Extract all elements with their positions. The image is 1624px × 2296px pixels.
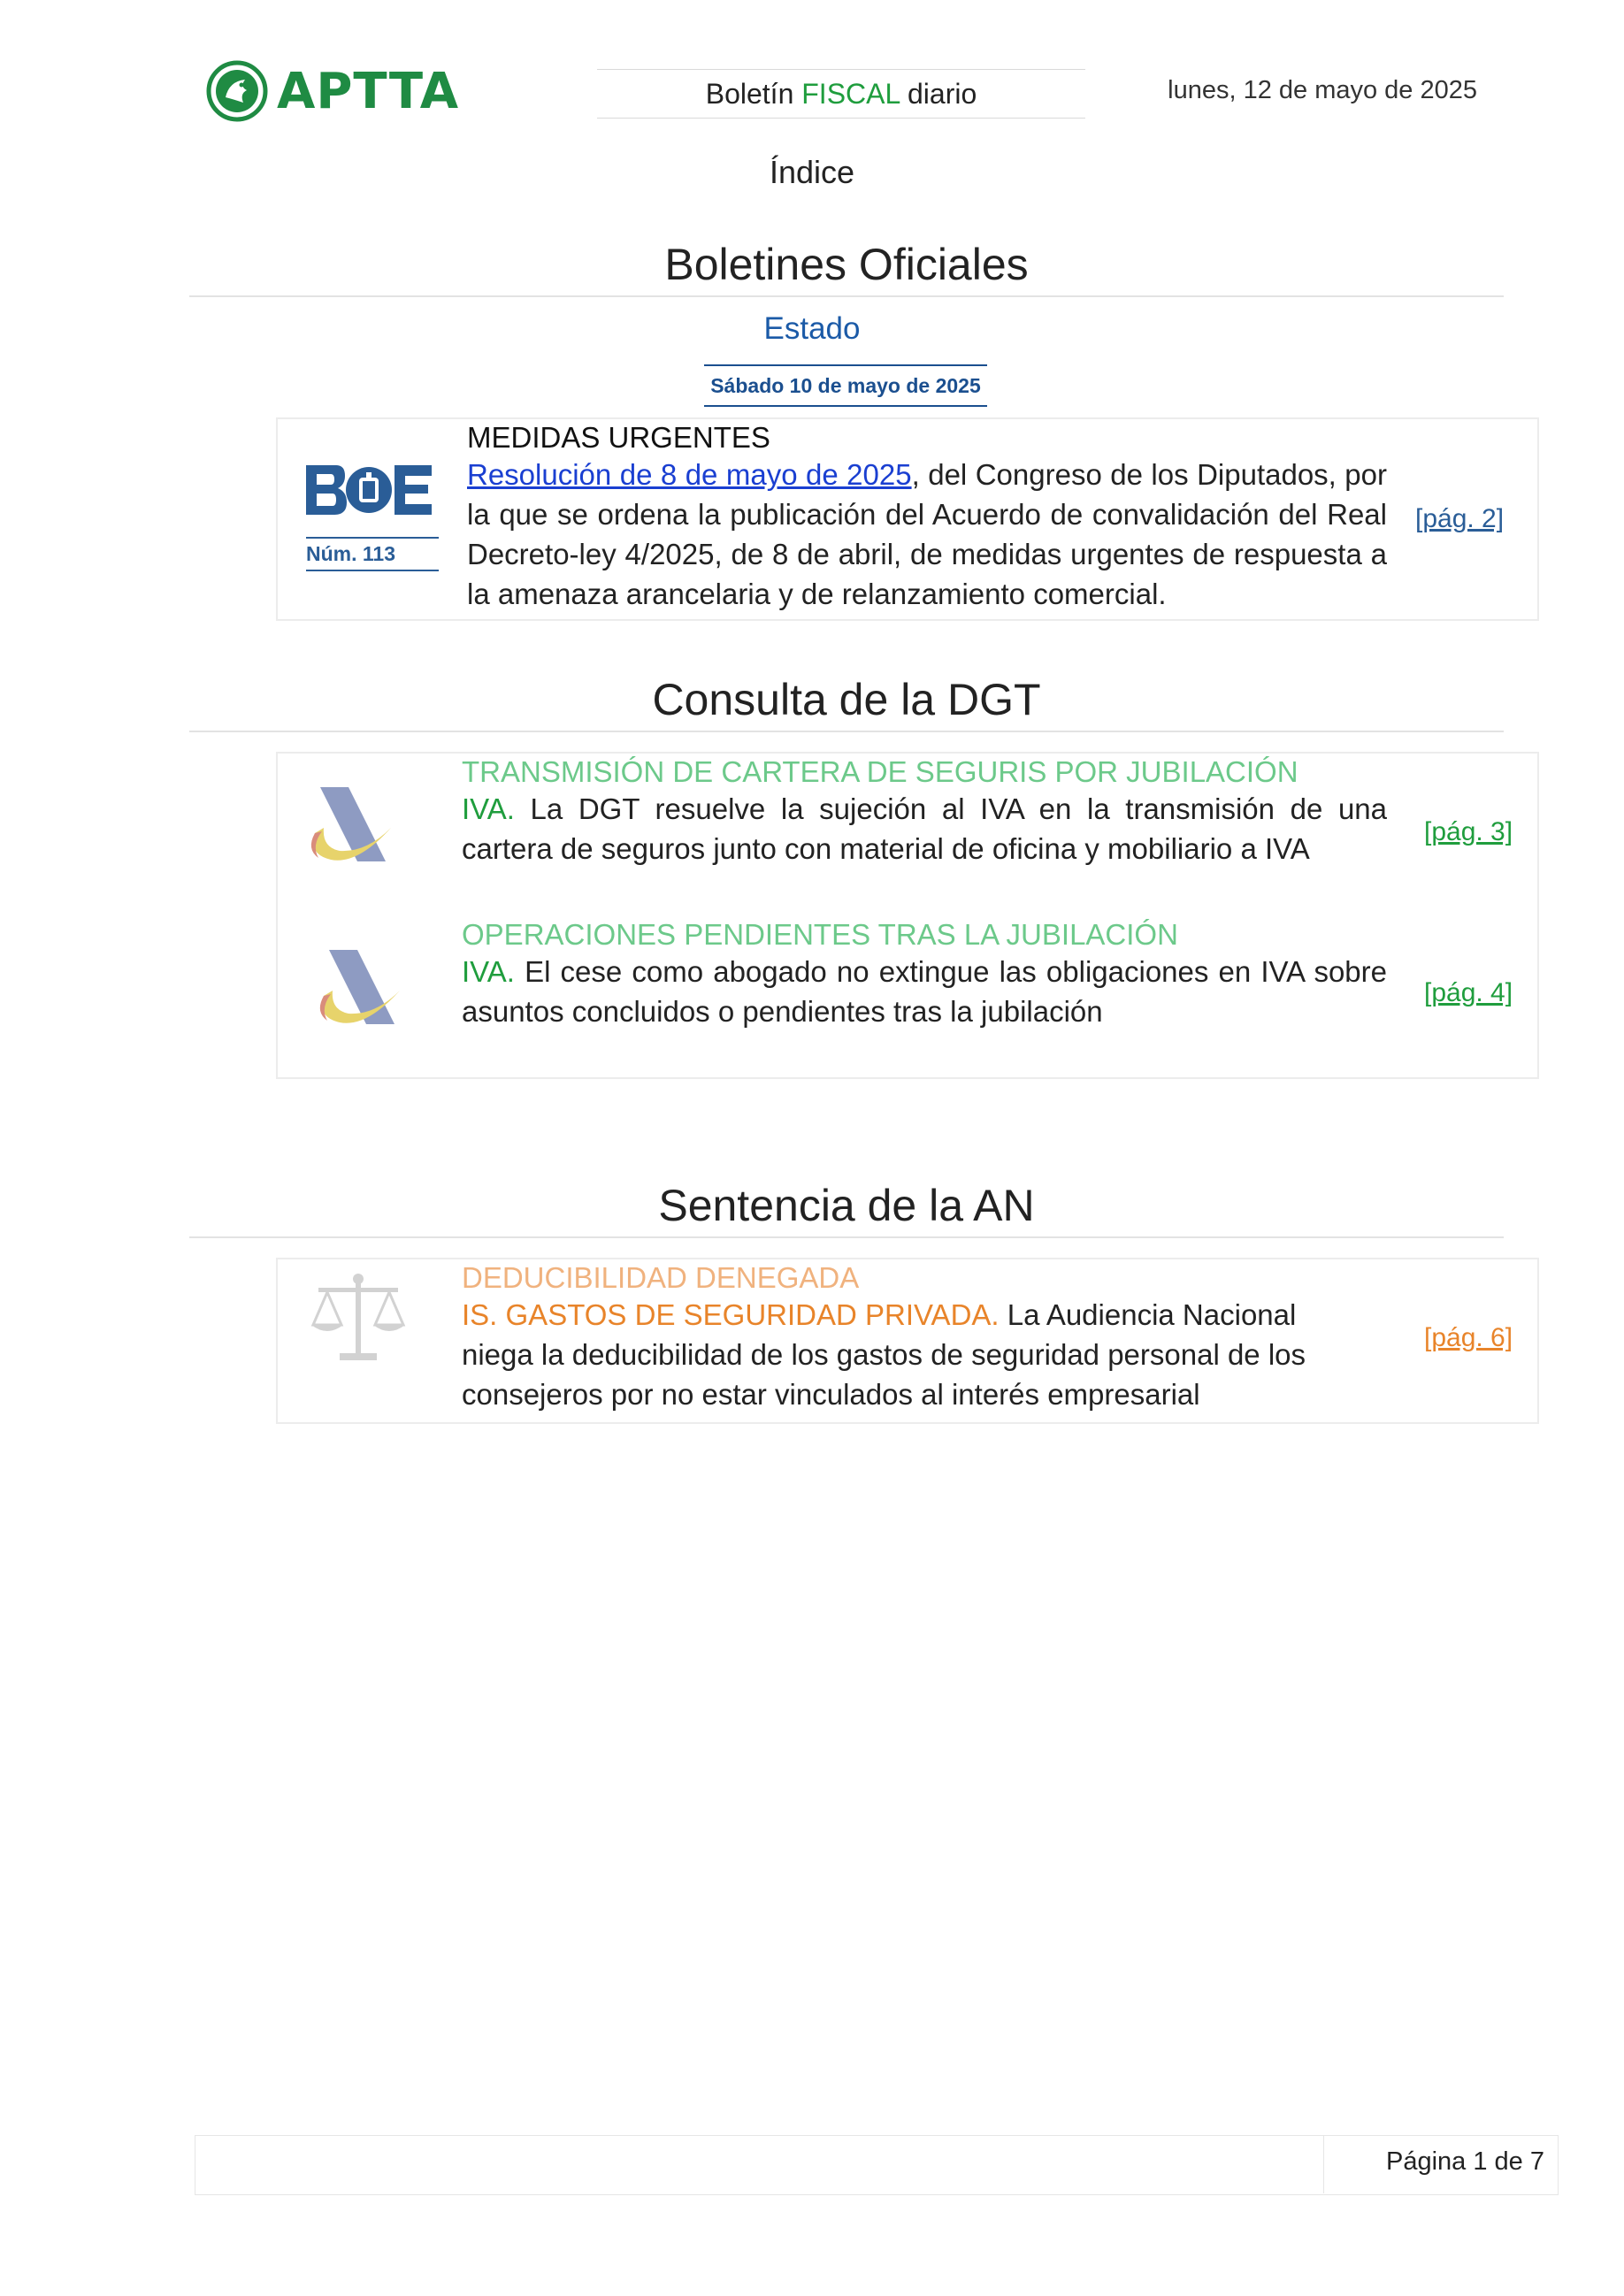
boe-resolution-link[interactable]: Resolución de 8 de mayo de 2025 [467, 458, 912, 491]
dgt-item-1-body [462, 789, 1387, 869]
bulletin-prefix: Boletín [705, 78, 802, 110]
an-item-body [462, 1295, 1355, 1414]
bulletin-suffix: diario [900, 78, 977, 110]
dgt-item-2-page-link[interactable]: [pág. 4] [1424, 978, 1513, 1007]
scales-of-justice-icon [310, 1270, 407, 1367]
dgt-item-2-tag: IVA. [462, 955, 515, 988]
dgt-item-1-tag: IVA. [462, 792, 515, 825]
an-item [462, 1261, 1355, 1414]
boe-logo [306, 463, 439, 571]
boe-item [467, 421, 1387, 614]
section-title-boletines: Boletines Oficiales [189, 239, 1504, 297]
dgt-item-1-text: La DGT resuelve la sujeción al IVA en la transmisión de una cartera de seguros junto con material de oficina y mobiliario a IVA [462, 792, 1387, 865]
section-title-an: Sentencia de la AN [189, 1180, 1504, 1238]
dgt-item-2-text: El cese como abogado no extingue las obligaciones en IVA sobre asuntos concluidos o pendientes tras la jubilación [462, 955, 1387, 1028]
aptta-logo-icon [206, 60, 268, 122]
logo-text: APTTA [277, 62, 460, 120]
boe-item-heading: MEDIDAS URGENTES [467, 421, 770, 454]
section-subtitle-estado: Estado [763, 311, 861, 346]
an-item-text: La Audiencia Nacional niega la deducibilidad de los gastos de seguridad personal de los consejeros por no estar vinculados al interés empresarial [462, 1298, 1306, 1411]
section-title-dgt: Consulta de la DGT [189, 674, 1504, 732]
tax-agency-icon [304, 784, 396, 865]
boe-item-body [467, 455, 1387, 614]
boe-number: Núm. 113 [306, 537, 439, 571]
tax-agency-icon [313, 946, 405, 1028]
index-title: Índice [769, 154, 855, 190]
bulletin-fiscal: FISCAL [801, 78, 900, 110]
an-item-page-link[interactable]: [pág. 6] [1424, 1323, 1513, 1352]
dgt-item-1 [462, 755, 1387, 869]
footer-divider [1323, 2135, 1324, 2193]
bulletin-title [597, 69, 1085, 119]
boe-logo-icon [306, 463, 432, 517]
boe-page-link[interactable]: [pág. 2] [1415, 504, 1505, 533]
footer-page-number: Página 1 de 7 [1386, 2147, 1544, 2176]
dgt-item-2-body [462, 952, 1387, 1031]
dgt-item-1-heading: TRANSMISIÓN DE CARTERA DE SEGURIS POR JUBILACIÓN [462, 755, 1298, 788]
boe-item-text: , del Congreso de los Diputados, por la que se ordena la publicación del Acuerdo de convalidación del Real Decreto-ley 4/2025, de 8 de abril, de medidas urgentes de respuesta a la amenaza arancelaria y de relanzamiento comercial. [467, 458, 1387, 610]
dgt-item-1-page-link[interactable]: [pág. 3] [1424, 817, 1513, 846]
dgt-item-2 [462, 918, 1387, 1031]
an-item-tag: IS. GASTOS DE SEGURIDAD PRIVADA. [462, 1298, 1000, 1331]
aptta-logo [206, 60, 459, 122]
boe-date-label: Sábado 10 de mayo de 2025 [704, 364, 987, 407]
dgt-item-2-heading: OPERACIONES PENDIENTES TRAS LA JUBILACIÓN [462, 918, 1178, 951]
header-date: lunes, 12 de mayo de 2025 [1168, 76, 1477, 104]
an-item-heading: DEDUCIBILIDAD DENEGADA [462, 1261, 860, 1294]
